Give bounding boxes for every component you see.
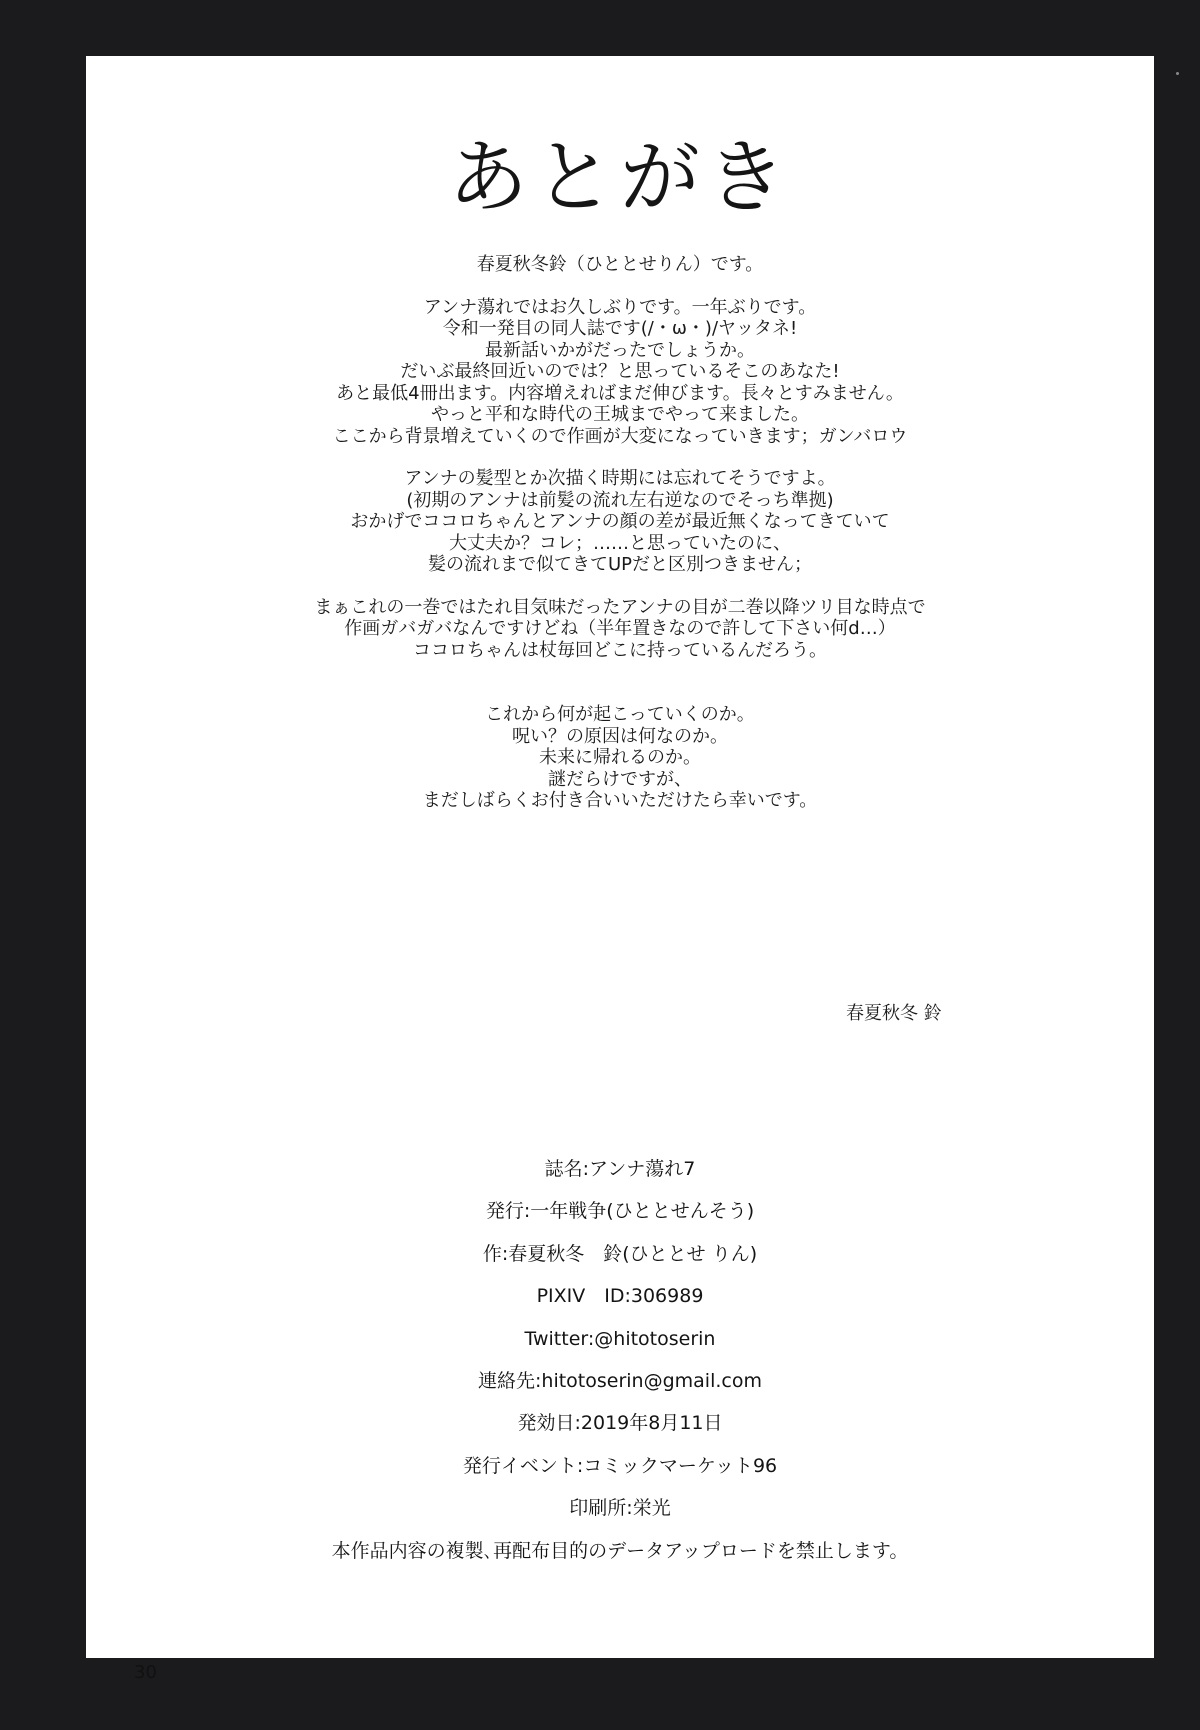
afterword-line: まぁこれの一巻ではたれ目気味だったアンナの目が二巻以降ツリ目な時点で: [314, 596, 926, 618]
scan-speck: [1176, 72, 1179, 75]
afterword-line: 令和一発目の同人誌です(/・ω・)/ヤッタネ!: [442, 318, 798, 339]
afterword-line: アンナ蕩れではお久しぶりです。一年ぶりです。: [423, 296, 817, 318]
afterword-line: あと最低4冊出ます。内容増えればまだ伸びます。長々とすみません。: [336, 382, 904, 404]
colophon-event-row: 発行イベント:コミックマーケット96: [462, 1454, 778, 1477]
afterword-line: ここから背景増えていくので作画が大変になっていきます；ガンバロウ: [332, 425, 908, 447]
afterword-paragraph: [86, 468, 1154, 576]
afterword-line: 未来に帰れるのか。: [539, 747, 701, 768]
afterword-paragraph: [86, 597, 1154, 662]
colophon-title-row: 誌名:アンナ蕩れ7: [544, 1158, 696, 1180]
afterword-line: ココロちゃんは杖毎回どこに持っているんだろう。: [413, 639, 827, 661]
afterword-line: やっと平和な時代の王城までやって来ました。: [431, 404, 809, 425]
page-title: あとがき: [448, 131, 792, 224]
afterword-line: おかげでココロちゃんとアンナの顔の差が最近無くなってきていて: [350, 511, 890, 532]
afterword-line: これから何が起こっていくのか。: [485, 704, 755, 725]
afterword-line: 春夏秋冬鈴（ひととせりん）です。: [476, 254, 764, 275]
author-signature: 春夏秋冬 鈴: [846, 1003, 942, 1024]
colophon-twitter-row: Twitter:@hitotoserin: [524, 1327, 716, 1350]
afterword-line: 大丈夫か？コレ；……と思っていたのに、: [449, 532, 791, 554]
afterword-line: だいぶ最終回近いのでは？と思っているそこのあなた!: [400, 361, 840, 382]
colophon-pixiv-row: PIXIV ID:306989: [536, 1285, 704, 1308]
afterword-line: 謎だらけですが、: [548, 768, 692, 790]
afterword-line: 髪の流れまで似てきてUPだと区別つきません；: [427, 554, 813, 575]
colophon: [86, 1148, 1154, 1572]
colophon-notice-row: 本作品内容の複製､再配布目的のデータアップロードを禁止します。: [331, 1539, 909, 1562]
afterword-paragraph: [86, 297, 1154, 448]
colophon-printer-row: 印刷所:栄光: [569, 1497, 671, 1520]
afterword-body: [86, 254, 1154, 833]
afterword-paragraph: [86, 704, 1154, 812]
afterword-paragraph: [86, 254, 1154, 276]
afterword-line: まだしばらくお付き合いいただけたら幸いです。: [422, 790, 818, 811]
colophon-publisher-row: 発行:一年戦争(ひととせんそう): [485, 1200, 755, 1223]
afterword-line: 呪い？の原因は何なのか。: [512, 725, 728, 747]
document-page: [86, 56, 1154, 1683]
colophon-date-row: 発効日:2019年8月11日: [517, 1412, 723, 1435]
page-number: 30: [134, 1662, 157, 1683]
afterword-line: 作画ガバガバなんですけどね（半年置きなので許して下さい何d…）: [344, 618, 896, 639]
afterword-line: 最新話いかがだったでしょうか。: [485, 339, 755, 361]
afterword-line: (初期のアンナは前髪の流れ左右逆なのでそっち準拠): [406, 489, 834, 511]
colophon-author-row: 作:春夏秋冬 鈴(ひととせ りん): [482, 1242, 758, 1265]
afterword-line: アンナの髪型とか次描く時期には忘れてそうですよ。: [404, 468, 836, 489]
colophon-contact-row: 連絡先:hitotoserin@gmail.com: [478, 1370, 762, 1393]
